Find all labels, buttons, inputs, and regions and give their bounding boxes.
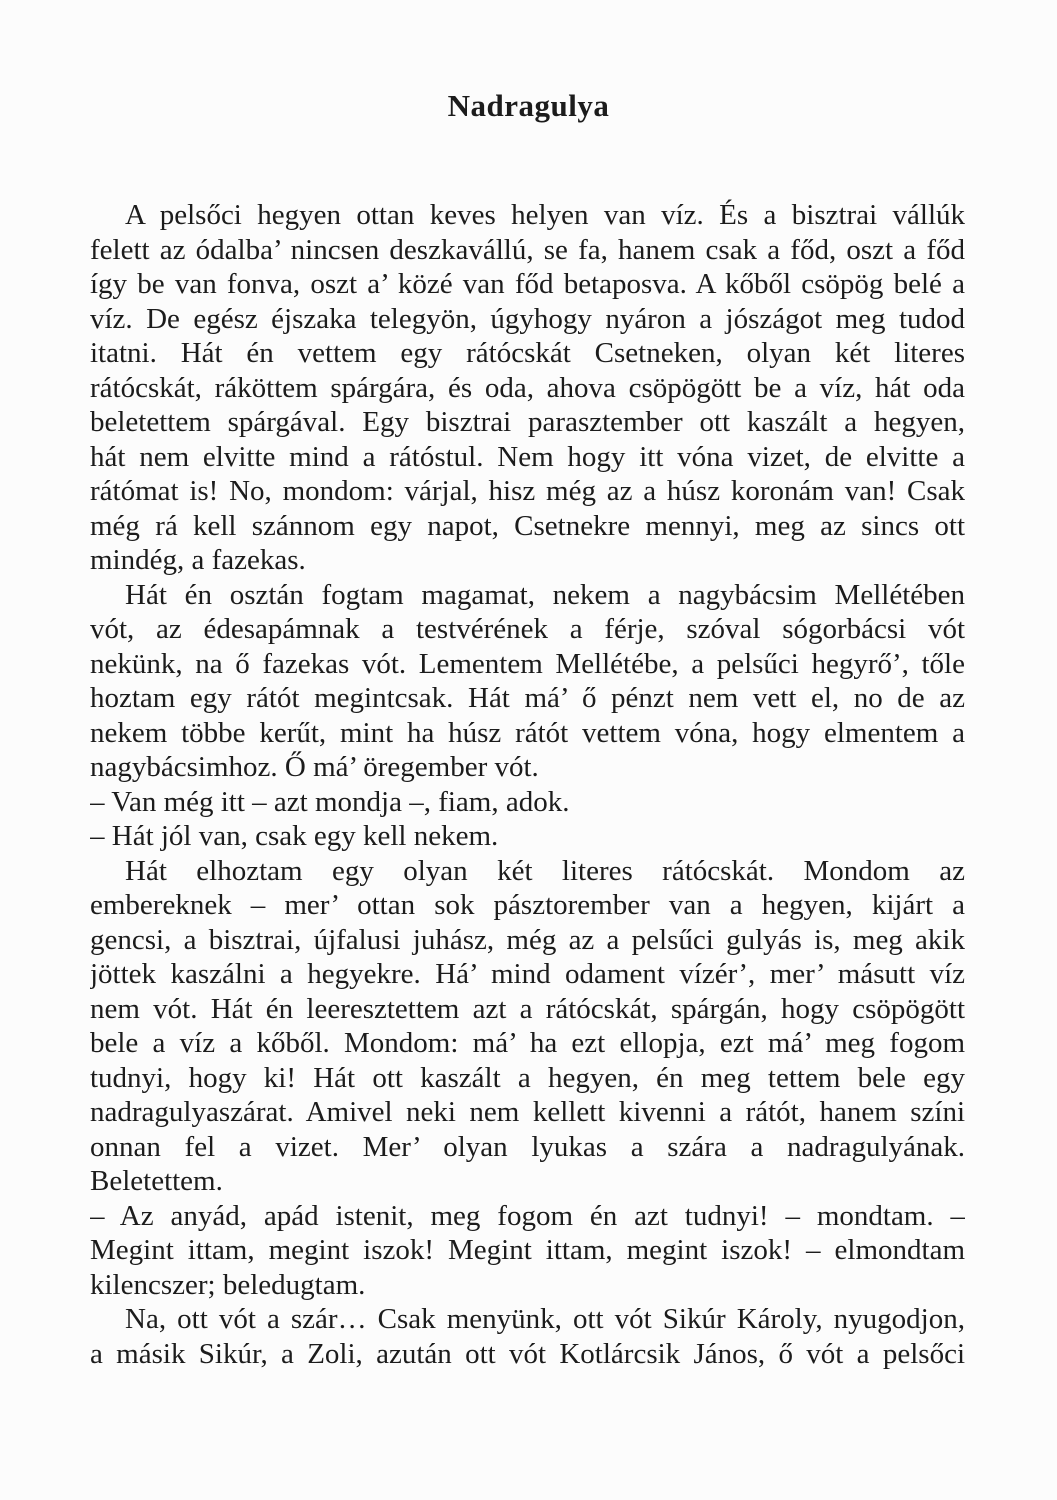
text-line: mindég, a fazekas. bbox=[90, 544, 306, 576]
prose-paragraph bbox=[90, 198, 965, 578]
text-line: víz. De egész éjszaka telegyön, úgyhogy nyáron a jószágot meg tudod bbox=[90, 302, 965, 335]
text-line: nadragulyaszárat. Amivel neki nem kellett kivenni a rátót, hanem színi bbox=[90, 1096, 965, 1128]
page-title: Nadragulya bbox=[447, 88, 610, 123]
text-line: rátócskát, ráköttem spárgára, és oda, ahova csöpögött be a víz, hát oda bbox=[90, 371, 965, 404]
text-line: így be van fonva, oszt a’ közé van főd betaposva. A kőből csöpög belé a bbox=[90, 268, 965, 300]
prose-paragraph bbox=[90, 578, 965, 785]
text-line: tudnyi, hogy ki! Hát ott kaszált a hegyen, én meg tettem bele egy bbox=[90, 1061, 965, 1094]
text-line: – Az anyád, apád istenit, meg fogom én azt tudnyi! – mondtam. – bbox=[90, 1199, 965, 1232]
text-line: rátómat is! No, mondom: várjal, hisz még az a húsz koronám van! Csak bbox=[90, 475, 965, 507]
text-line: Beletettem. bbox=[90, 1165, 223, 1197]
text-line: a másik Sikúr, a Zoli, azután ott vót Kotlárcsik János, ő vót a pelsőci bbox=[90, 1337, 965, 1370]
text-line: hát nem elvitte mind a rátóstul. Nem hogy itt vóna vizet, de elvitte a bbox=[90, 440, 965, 473]
text-line: A pelsőci hegyen ottan keves helyen van víz. És a bisztrai vállúk bbox=[125, 199, 965, 231]
text-line: vót, az édesapámnak a testvérének a férje, szóval sógorbácsi vót bbox=[90, 613, 965, 645]
text-line: még rá kell szánnom egy napot, Csetnekre mennyi, meg az sincs ott bbox=[90, 509, 965, 542]
text-line: kilencszer; beledugtam. bbox=[90, 1268, 366, 1301]
text-line: Na, ott vót a szár… Csak menyünk, ott vót Sikúr Károly, nyugodjon, bbox=[125, 1303, 965, 1335]
text-line: Megint ittam, megint iszok! Megint ittam, megint iszok! – elmondtam bbox=[90, 1234, 965, 1266]
text-line: nagybácsimhoz. Ő má’ öregember vót. bbox=[90, 751, 539, 783]
text-line: Hát elhoztam egy olyan két literes rátócskát. Mondom az bbox=[125, 854, 965, 887]
text-line: itatni. Hát én vettem egy rátócskát Csetneken, olyan két literes bbox=[90, 337, 965, 369]
text-line: onnan fel a vizet. Mer’ olyan lyukas a szára a nadragulyának. bbox=[90, 1130, 965, 1163]
text-line: beletettem spárgával. Egy bisztrai parasztember ott kaszált a hegyen, bbox=[90, 406, 965, 438]
text-line: nem vót. Hát én leeresztettem azt a rátócskát, spárgán, hogy csöpögött bbox=[90, 992, 965, 1025]
text-line: nekünk, na ő fazekas vót. Lementem Mellétébe, a pelsűci hegyrő’, tőle bbox=[90, 647, 965, 680]
dialogue-paragraph bbox=[90, 785, 965, 820]
prose-paragraph bbox=[90, 854, 965, 1199]
text-line: bele a víz a kőből. Mondom: má’ ha ezt ellopja, ezt má’ meg fogom bbox=[90, 1027, 965, 1059]
dialogue-paragraph bbox=[90, 1199, 965, 1303]
text-line: gencsi, a bisztrai, újfalusi juhász, még az a pelsűci gulyás is, meg akik bbox=[90, 923, 965, 956]
text-line: nekem többe kerűt, mint ha húsz rátót vettem vóna, hogy elmentem a bbox=[90, 716, 965, 749]
dialogue-paragraph bbox=[90, 819, 965, 854]
text-line: embereknek – mer’ ottan sok pásztorember van a hegyen, kijárt a bbox=[90, 889, 965, 921]
prose-paragraph bbox=[90, 1302, 965, 1371]
text-line: jöttek kaszálni a hegyekre. Há’ mind odament vízér’, mer’ másutt víz bbox=[90, 958, 965, 990]
text-line: – Hát jól van, csak egy kell nekem. bbox=[90, 820, 499, 852]
text-body bbox=[90, 198, 965, 1371]
text-line: – Van még itt – azt mondja –, fiam, adok. bbox=[90, 785, 570, 818]
text-line: hoztam egy rátót megintcsak. Hát má’ ő pénzt nem vett el, no de az bbox=[90, 682, 965, 714]
text-line: Hát én osztán fogtam magamat, nekem a nagybácsim Mellétében bbox=[125, 578, 965, 611]
text-line: felett az ódalba’ nincsen deszkavállú, se fa, hanem csak a főd, oszt a főd bbox=[90, 233, 965, 266]
